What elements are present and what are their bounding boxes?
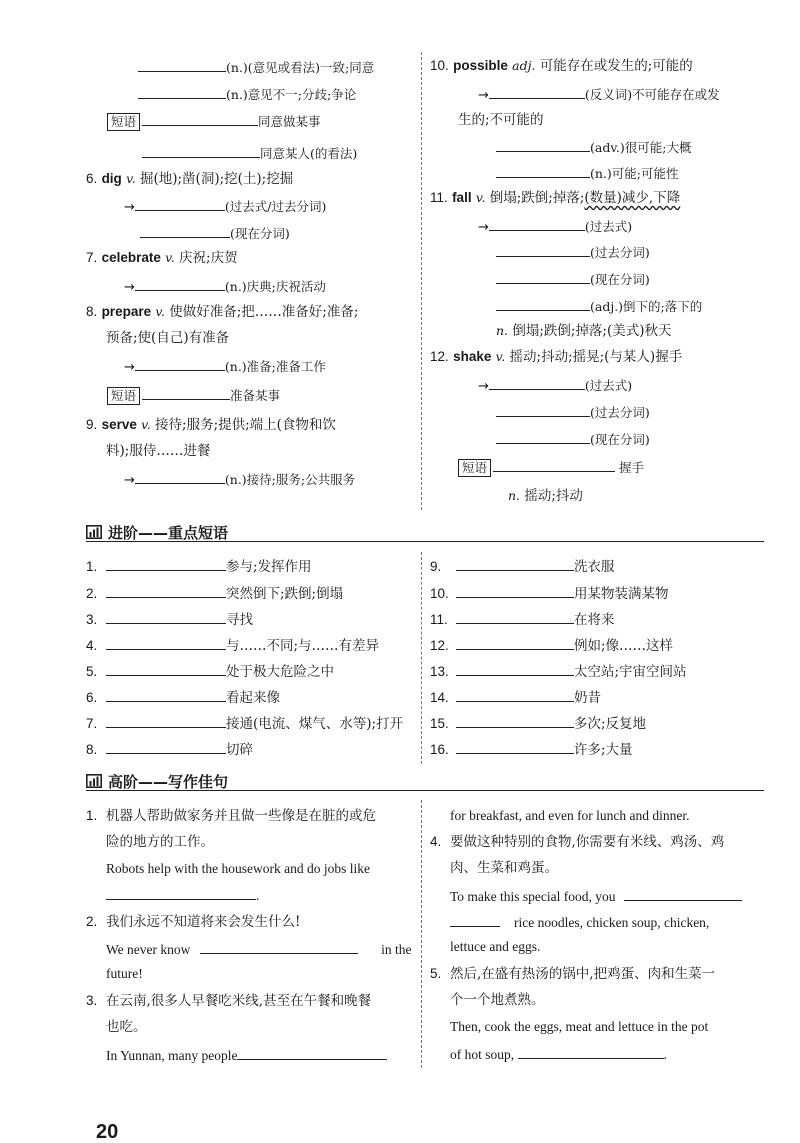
sentence-end: . (663, 1047, 667, 1062)
phrase-item (430, 634, 673, 656)
vocab-entry-celebrate (86, 248, 238, 268)
chinese-sentence-wrap (106, 1017, 147, 1037)
phrase-tag: 短语 (107, 387, 140, 405)
english-sentence (106, 884, 259, 906)
answer-blank[interactable] (518, 1043, 664, 1059)
derivative-line (124, 195, 326, 218)
answer-blank[interactable] (624, 885, 742, 901)
phrase-item (86, 738, 253, 760)
chinese-sentence-continued: 也吃。 (106, 1019, 147, 1035)
phrase-line (107, 384, 280, 406)
phrase-meaning: 处于极大危险之中 (226, 664, 334, 680)
phrase-meaning: 太空站;宇宙空间站 (574, 664, 687, 680)
headword: possible (453, 58, 508, 73)
entry-number: 12. (430, 349, 449, 364)
derivative-line (496, 295, 702, 317)
answer-blank[interactable] (142, 384, 230, 400)
item-number: 3. (86, 993, 98, 1008)
phrase-meaning: 寻找 (226, 612, 253, 628)
part-of-speech: adj. (512, 58, 536, 73)
meaning-wavy: (数量)减少,下降 (584, 190, 681, 206)
writing-question-1 (86, 806, 376, 826)
item-number: 4. (430, 834, 442, 849)
meaning: 倒塌;跌倒;掉落; (489, 190, 585, 206)
arrow-icon: → (124, 360, 135, 375)
item-number: 8. (86, 742, 98, 757)
english-text: for breakfast, and even for lunch and dinner. (450, 808, 690, 823)
headword: fall (452, 190, 472, 205)
form-note: (过去式) (584, 378, 633, 393)
phrase-line (107, 110, 321, 132)
answer-blank[interactable] (456, 608, 574, 624)
phrase-item (86, 686, 280, 708)
item-number: 10. (430, 586, 449, 601)
form-note: (n.)庆典;庆祝活动 (224, 279, 326, 294)
entry-number: 10. (430, 58, 449, 73)
answer-blank[interactable] (135, 275, 225, 291)
form-note: (现在分词) (230, 226, 290, 241)
item-number: 2. (86, 586, 98, 601)
form-note: (adv.)很可能;大概 (590, 140, 692, 155)
answer-blank[interactable] (456, 660, 574, 676)
item-number: 5. (430, 966, 442, 981)
answer-blank[interactable] (135, 355, 225, 371)
form-note-continued: 生的;不可能的 (458, 112, 544, 128)
english-sentence (450, 911, 709, 933)
item-number: 9. (430, 559, 442, 574)
phrase-meaning: 接通(电流、煤气、水等);打开 (226, 716, 404, 732)
entry-number: 11. (430, 190, 448, 205)
headword: serve (101, 417, 137, 432)
phrase-item (86, 608, 253, 630)
derivative-line (496, 136, 691, 158)
answer-blank[interactable] (493, 456, 615, 472)
answer-blank[interactable] (489, 83, 585, 99)
phrase-meaning: 突然倒下;跌倒;倒塌 (226, 586, 344, 602)
answer-blank[interactable] (450, 911, 500, 927)
phrase-item (430, 738, 633, 760)
english-text: rice noodles, chicken soup, chicken, (514, 915, 710, 930)
bar-chart-icon (86, 525, 102, 539)
part-of-speech: n. (496, 323, 509, 338)
arrow-icon: → (478, 220, 489, 235)
answer-blank[interactable] (140, 222, 230, 238)
meaning: 摇动;抖动 (524, 488, 583, 504)
headword: shake (453, 349, 492, 364)
answer-blank[interactable] (106, 738, 226, 754)
form-note: (过去分词) (590, 405, 650, 420)
section-rule (86, 790, 764, 791)
answer-blank[interactable] (138, 56, 226, 72)
answer-blank[interactable] (496, 136, 590, 152)
sentence-end: . (256, 888, 260, 903)
page-number: 20 (96, 1121, 119, 1143)
section-title: 进阶——重点短语 (108, 524, 229, 542)
writing-question-5 (430, 964, 715, 984)
phrase-tag: 短语 (458, 459, 491, 477)
phrase-meaning: 洗衣服 (574, 559, 615, 575)
answer-blank[interactable] (135, 468, 225, 484)
answer-blank[interactable] (106, 686, 226, 702)
meaning: 接待;服务;提供;端上(食物和饮 (155, 417, 336, 433)
column-divider-phrases (421, 552, 422, 764)
answer-blank[interactable] (237, 1044, 387, 1060)
phrase-meaning: 握手 (619, 460, 645, 475)
english-text: in the (381, 942, 412, 957)
derivative-line (124, 355, 326, 378)
vocab-entry-serve (86, 415, 336, 435)
form-note: (adj.)倒下的;落下的 (590, 299, 703, 314)
chinese-sentence-continued: 险的地方的工作。 (106, 834, 214, 850)
derivative-line (496, 428, 650, 450)
entry-number: 9. (86, 417, 98, 432)
answer-blank[interactable] (489, 374, 585, 390)
chinese-sentence-wrap (450, 858, 558, 878)
entry-number: 7. (86, 250, 98, 265)
column-divider-top (421, 52, 422, 510)
noun-meaning-line (508, 486, 583, 506)
chinese-sentence-continued: 肉、生菜和鸡蛋。 (450, 860, 558, 876)
item-number: 13. (430, 664, 449, 679)
form-note: (过去式) (584, 219, 633, 234)
derivative-line (140, 222, 290, 244)
arrow-icon: → (124, 200, 135, 215)
answer-blank[interactable] (106, 634, 226, 650)
phrase-item (86, 634, 379, 656)
english-sentence (106, 1044, 387, 1066)
answer-blank[interactable] (106, 660, 226, 676)
item-number: 3. (86, 612, 98, 627)
phrase-meaning: 同意某人(的看法) (260, 146, 358, 161)
item-number: 16. (430, 742, 449, 757)
arrow-icon: → (478, 379, 489, 394)
noun-meaning-line (496, 321, 672, 341)
meaning-wrap (106, 441, 210, 461)
headword: celebrate (101, 250, 161, 265)
answer-blank[interactable] (496, 268, 590, 284)
chinese-sentence: 我们永远不知道将来会发生什么! (106, 914, 301, 930)
meaning-continued: 预备;使(自己)有准备 (106, 330, 230, 346)
headword: dig (101, 171, 122, 186)
meaning-wrap (106, 328, 229, 348)
vocab-note: (n.)意见不一;分歧;争论 (226, 87, 357, 102)
answer-blank[interactable] (496, 241, 590, 257)
derivative-line (478, 83, 720, 106)
section-rule (86, 541, 764, 542)
vocab-line (138, 83, 356, 105)
derivative-line (478, 215, 632, 238)
derivative-line (496, 401, 650, 423)
chinese-sentence-wrap (450, 990, 545, 1010)
derivative-line (496, 162, 679, 184)
english-sentence (450, 1043, 667, 1065)
part-of-speech: v. (155, 304, 165, 319)
meaning-wrap (458, 110, 544, 130)
english-text: lettuce and eggs. (450, 939, 541, 954)
phrase-meaning: 切碎 (226, 742, 253, 758)
phrase-item (86, 555, 312, 577)
answer-blank[interactable] (135, 195, 225, 211)
phrase-line (142, 142, 357, 164)
phrase-tag: 短语 (107, 113, 140, 131)
english-sentence (106, 964, 143, 984)
chinese-sentence: 机器人帮助做家务并且做一些像是在脏的或危 (106, 808, 376, 824)
chinese-sentence-continued: 个一个地煮熟。 (450, 992, 545, 1008)
entry-number: 6. (86, 171, 98, 186)
item-number: 2. (86, 914, 98, 929)
vocab-entry-prepare (86, 302, 358, 322)
phrase-meaning: 奶昔 (574, 690, 601, 706)
phrase-item (430, 712, 646, 734)
part-of-speech: v. (126, 171, 136, 186)
answer-blank[interactable] (106, 555, 226, 571)
phrase-item (430, 608, 615, 630)
part-of-speech: v. (141, 417, 151, 432)
chinese-sentence-wrap (106, 832, 214, 852)
form-note: (现在分词) (590, 272, 650, 287)
phrase-meaning: 许多;大量 (574, 742, 633, 758)
arrow-icon: → (124, 280, 135, 295)
form-note: (反义词)不可能存在或发 (584, 87, 720, 102)
headword: prepare (101, 304, 152, 319)
item-number: 6. (86, 690, 98, 705)
derivative-line (124, 275, 326, 298)
writing-question-4 (430, 832, 724, 852)
meaning: 使做好准备;把……准备好;准备; (169, 304, 359, 320)
answer-blank[interactable] (142, 142, 260, 158)
vocab-line (138, 56, 374, 78)
derivative-line (496, 241, 650, 263)
phrase-item (430, 686, 601, 708)
english-sentence (450, 806, 690, 826)
english-text: Robots help with the housework and do jobs like (106, 861, 370, 876)
meaning: 庆祝;庆贺 (179, 250, 238, 266)
item-number: 14. (430, 690, 449, 705)
item-number: 11. (430, 612, 448, 627)
answer-blank[interactable] (489, 215, 585, 231)
phrase-item (86, 660, 334, 682)
meaning-continued: 料);服侍……进餐 (106, 443, 211, 459)
english-text: Then, cook the eggs, meat and lettuce in the pot (450, 1019, 709, 1034)
phrase-item (430, 660, 687, 682)
answer-blank[interactable] (456, 712, 574, 728)
item-number: 7. (86, 716, 98, 731)
meaning: 可能存在或发生的;可能的 (539, 58, 693, 74)
phrase-meaning: 与……不同;与……有差异 (226, 638, 380, 654)
chinese-sentence: 然后,在盛有热汤的锅中,把鸡蛋、肉和生菜一 (450, 966, 716, 982)
phrase-meaning: 多次;反复地 (574, 716, 647, 732)
answer-blank[interactable] (496, 428, 590, 444)
item-number: 5. (86, 664, 98, 679)
answer-blank[interactable] (456, 555, 574, 571)
form-note: (过去分词) (590, 245, 650, 260)
chinese-sentence: 在云南,很多人早餐吃米线,甚至在午餐和晚餐 (106, 993, 372, 1009)
derivative-line (124, 468, 355, 491)
english-sentence (106, 859, 370, 879)
phrase-meaning: 准备某事 (230, 388, 281, 403)
item-number: 15. (430, 716, 449, 731)
column-divider-writing (421, 800, 422, 1068)
answer-blank[interactable] (106, 608, 226, 624)
item-number: 4. (86, 638, 98, 653)
bar-chart-icon (86, 774, 102, 788)
english-sentence (450, 885, 742, 907)
entry-number: 8. (86, 304, 98, 319)
part-of-speech: v. (475, 190, 486, 205)
answer-blank[interactable] (456, 634, 574, 650)
form-note: (过去式/过去分词) (224, 199, 327, 214)
form-note: (n.)准备;准备工作 (224, 359, 326, 374)
part-of-speech: n. (508, 488, 521, 503)
english-text: of hot soup, (450, 1047, 515, 1062)
vocab-entry-possible (430, 56, 693, 76)
english-text: future! (106, 966, 143, 981)
form-note: (n.)接待;服务;公共服务 (224, 472, 356, 487)
answer-blank[interactable] (106, 582, 226, 598)
answer-blank[interactable] (200, 938, 358, 954)
answer-blank[interactable] (456, 738, 574, 754)
derivative-line (496, 268, 650, 290)
meaning: 摇动;抖动;摇晃;(与某人)握手 (509, 349, 683, 365)
english-text: In Yunnan, many people (106, 1048, 238, 1063)
item-number: 1. (86, 808, 98, 823)
form-note: (n.)可能;可能性 (590, 166, 679, 181)
phrase-meaning: 用某物装满某物 (574, 586, 669, 602)
answer-blank[interactable] (106, 884, 256, 900)
phrase-meaning: 在将来 (574, 612, 615, 628)
vocab-note: (n.)(意见或看法)一致;同意 (226, 60, 375, 75)
phrase-meaning: 看起来像 (226, 690, 280, 706)
item-number: 12. (430, 638, 449, 653)
part-of-speech: v. (165, 250, 175, 265)
english-text: To make this special food, you (450, 889, 616, 904)
phrase-line (458, 456, 644, 478)
meaning: 倒塌;跌倒;掉落;(美式)秋天 (512, 323, 672, 339)
item-number: 1. (86, 559, 98, 574)
english-sentence (450, 1017, 708, 1037)
phrase-item (86, 582, 343, 604)
form-note: (现在分词) (590, 432, 650, 447)
answer-blank[interactable] (142, 110, 258, 126)
answer-blank[interactable] (496, 162, 590, 178)
phrase-meaning: 例如;像……这样 (574, 638, 674, 654)
answer-blank[interactable] (138, 83, 226, 99)
vocab-entry-dig (86, 169, 293, 189)
vocab-entry-fall (430, 188, 680, 208)
answer-blank[interactable] (456, 582, 574, 598)
section-title: 高阶——写作佳句 (108, 773, 229, 791)
meaning: 掘(地);凿(洞);挖(土);挖掘 (139, 171, 294, 187)
english-sentence (450, 937, 540, 957)
answer-blank[interactable] (496, 295, 590, 311)
answer-blank[interactable] (456, 686, 574, 702)
chinese-sentence: 要做这种特别的食物,你需要有米线、鸡汤、鸡 (450, 834, 725, 850)
writing-question-3 (86, 991, 371, 1011)
writing-question-2 (86, 912, 300, 932)
section-header-phrases (86, 521, 764, 545)
answer-blank[interactable] (496, 401, 590, 417)
phrase-item (430, 582, 669, 604)
english-text: We never know (106, 942, 191, 957)
section-header-writing (86, 770, 764, 794)
arrow-icon: → (478, 88, 489, 103)
phrase-item (86, 712, 403, 734)
arrow-icon: → (124, 473, 135, 488)
part-of-speech: v. (495, 349, 506, 364)
derivative-line (478, 374, 632, 397)
phrase-meaning: 同意做某事 (258, 114, 321, 129)
answer-blank[interactable] (106, 712, 226, 728)
phrase-meaning: 参与;发挥作用 (226, 559, 312, 575)
vocab-entry-shake (430, 347, 682, 367)
phrase-item (430, 555, 615, 577)
english-sentence (106, 938, 412, 960)
